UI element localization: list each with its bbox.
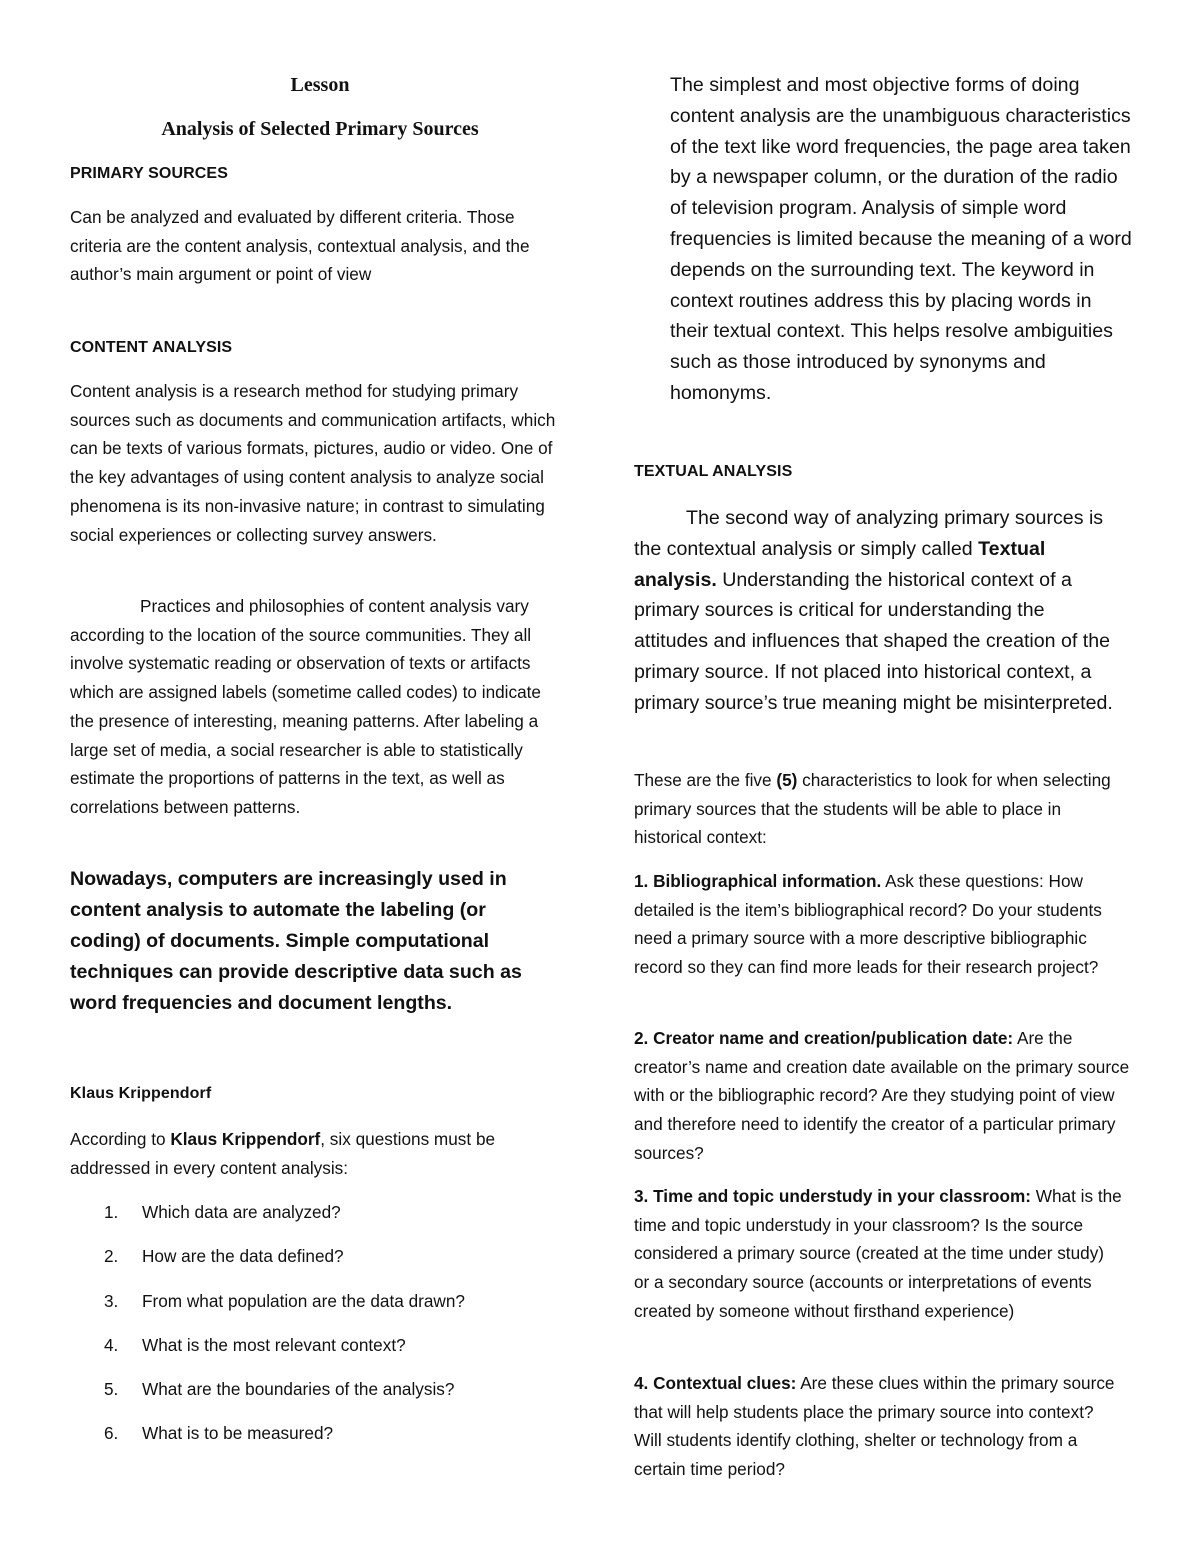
textual-pre: The second way of analyzing primary sources is the contextual analysis or simply called xyxy=(634,507,1104,560)
content-analysis-heading: CONTENT ANALYSIS xyxy=(70,339,233,356)
lesson-subtitle: Analysis of Selected Primary Sources xyxy=(161,118,479,140)
characteristic-label: 2. Creator name and creation/publication date: xyxy=(634,1028,1014,1048)
list-item-number: 2. xyxy=(104,1246,119,1267)
nowadays-paragraph: Nowadays, computers are increasingly used in content analysis to automate the labeling (or coding) of documents. Simple computational techniques can provide descriptive data such as word frequencies and document lengths. xyxy=(70,868,522,1014)
klaus-intro-paragraph xyxy=(70,1125,560,1182)
list-item-number: 5. xyxy=(104,1379,119,1400)
five-bold: (5) xyxy=(776,770,798,790)
characteristic-item-1 xyxy=(634,867,1114,982)
list-item-number: 3. xyxy=(104,1290,119,1311)
textual-analysis-heading: TEXTUAL ANALYSIS xyxy=(634,463,793,480)
five-characteristics-intro xyxy=(634,766,1124,852)
primary-sources-text: Can be analyzed and evaluated by different criteria. Those criteria are the content analysis, contextual analysis, and the author’s main argument or point of view xyxy=(70,207,530,285)
characteristic-label: 1. Bibliographical information. xyxy=(634,871,882,891)
five-post: characteristics to look for when selecting primary sources that the students will be able to place in historical context: xyxy=(634,770,1111,848)
krippendorf-questions-list xyxy=(70,1201,570,1467)
characteristic-text: Ask these questions: How detailed is the item’s bibliographical record? Do your students need a primary source with a more descriptive bibliographic record so they can find more leads for their research project? xyxy=(634,871,1102,978)
list-item xyxy=(70,1378,570,1422)
list-item-number: 6. xyxy=(104,1423,119,1444)
list-item xyxy=(70,1422,570,1466)
textual-post: Understanding the historical context of a primary sources is critical for understanding the attitudes and influences that shaped the creation of the primary source. If not placed into historical context, a primary source’s true meaning might be misinterpreted. xyxy=(634,568,1113,714)
characteristic-text: Are the creator’s name and creation date available on the primary source with or the bibliographic record? Are they studying point of view and therefore need to identify the creator of a particular primary sources? xyxy=(634,1028,1130,1163)
list-item xyxy=(70,1201,570,1245)
list-item-number: 4. xyxy=(104,1334,119,1355)
characteristic-label: 3. Time and topic understudy in your classroom: xyxy=(634,1186,1031,1206)
list-item-text: What is to be measured? xyxy=(142,1423,334,1444)
list-item-number: 1. xyxy=(104,1202,119,1222)
list-item xyxy=(70,1334,570,1378)
klaus-intro-post: , six questions must be addressed in every content analysis: xyxy=(70,1129,496,1178)
textual-analysis-paragraph xyxy=(634,503,1124,719)
textual-bold: Textual analysis. xyxy=(634,537,1046,591)
characteristic-item-3 xyxy=(634,1182,1124,1326)
lesson-title: Lesson xyxy=(290,74,350,96)
content-analysis-paragraph-2: Practices and philosophies of content analysis vary according to the location of the source communities. They all involve systematic reading or observation of texts or artifacts which are assigned labels (sometime called codes) to indicate the presence of interesting, meaning patterns. After labeling a large set of media, a social researcher is able to statistically estimate the proportions of patterns in the text, as well as correlations between patterns. xyxy=(70,596,541,817)
list-item-text: From what population are the data drawn? xyxy=(142,1290,465,1311)
characteristic-text: Are these clues within the primary source that will help students place the primary source into context? Will students identify clothing, shelter or technology from a certain time period? xyxy=(634,1373,1115,1480)
list-item-text: Which data are analyzed? xyxy=(142,1202,341,1222)
list-item xyxy=(70,1245,570,1289)
five-pre: These are the five xyxy=(634,770,777,790)
klaus-intro-pre: According to xyxy=(70,1129,171,1149)
characteristic-item-4 xyxy=(634,1369,1124,1484)
list-item-text: What are the boundaries of the analysis? xyxy=(142,1379,455,1400)
simplest-forms-paragraph: The simplest and most objective forms of doing content analysis are the unambiguous characteristics of the text like word frequencies, the page area taken by a newspaper column, or the duration of the radio of television program. Analysis of simple word frequencies is limited because the meaning of a word depends on the surrounding text. The keyword in context routines address this by placing words in their textual context. This helps resolve ambiguities such as those introduced by synonyms and homonyms. xyxy=(670,74,1132,404)
characteristic-item-2 xyxy=(634,1024,1134,1168)
list-item xyxy=(70,1290,570,1334)
list-item-text: How are the data defined? xyxy=(142,1246,344,1267)
klaus-krippendorf-heading: Klaus Krippendorf xyxy=(70,1085,212,1102)
list-item-text: What is the most relevant context? xyxy=(142,1334,406,1355)
klaus-intro-name: Klaus Krippendorf xyxy=(170,1129,321,1149)
characteristic-text: What is the time and topic understudy in your classroom? Is the source considered a primary source (created at the time under study) or a secondary source (accounts or interpretations of events created by someone without firsthand experience) xyxy=(634,1186,1122,1321)
primary-sources-heading: PRIMARY SOURCES xyxy=(70,165,228,182)
content-analysis-paragraph-1: Content analysis is a research method for studying primary sources such as documents and communication artifacts, which can be texts of various formats, pictures, audio or video. One of the key advantages of using content analysis to analyze social phenomena is its non-invasive nature; in contrast to simulating social experiences or collecting survey answers. xyxy=(70,381,556,545)
characteristic-label: 4. Contextual clues: xyxy=(634,1373,797,1393)
